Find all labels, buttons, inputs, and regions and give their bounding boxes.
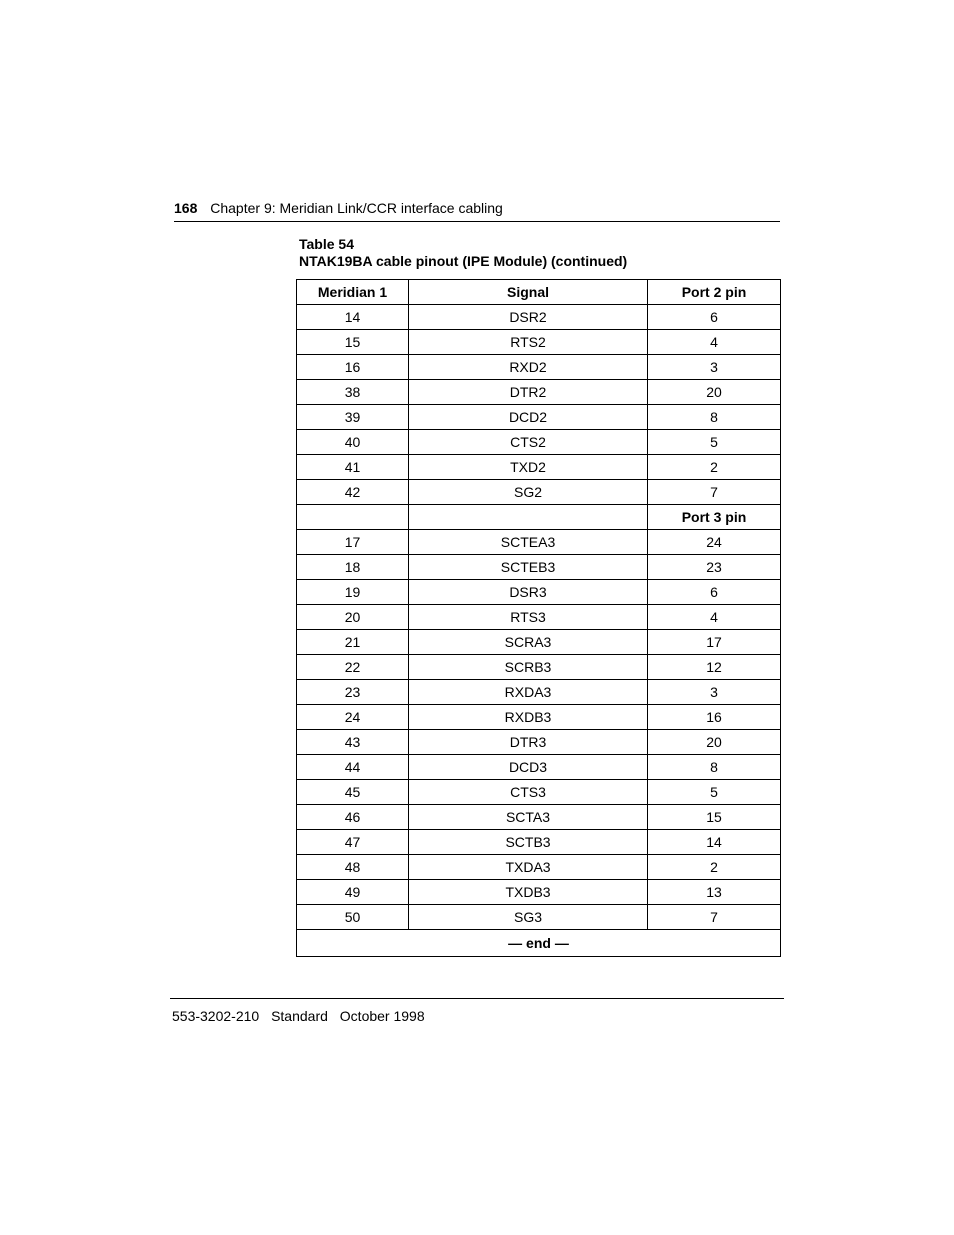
- port-pin-cell: 20: [648, 730, 781, 755]
- signal-cell: RTS3: [409, 605, 648, 630]
- end-row: [297, 930, 781, 957]
- port-pin-cell: 12: [648, 655, 781, 680]
- port-pin-cell: 17: [648, 630, 781, 655]
- meridian-pin-cell: 47: [297, 830, 409, 855]
- table-row: [297, 555, 781, 580]
- table-row: [297, 330, 781, 355]
- meridian-pin-cell: 44: [297, 755, 409, 780]
- blank-cell: [409, 505, 648, 530]
- table-row: [297, 730, 781, 755]
- table-header-row: [297, 280, 781, 305]
- port-pin-cell: 3: [648, 680, 781, 705]
- meridian-pin-cell: 24: [297, 705, 409, 730]
- meridian-pin-cell: 48: [297, 855, 409, 880]
- signal-cell: RXDA3: [409, 680, 648, 705]
- port-pin-cell: 14: [648, 830, 781, 855]
- port-pin-cell: 8: [648, 405, 781, 430]
- meridian-pin-cell: 49: [297, 880, 409, 905]
- blank-cell: [297, 505, 409, 530]
- signal-cell: SCRA3: [409, 630, 648, 655]
- table-row: [297, 605, 781, 630]
- port3-pin-heading: Port 3 pin: [648, 505, 781, 530]
- port3-rows: [297, 530, 781, 930]
- table-row: [297, 755, 781, 780]
- signal-cell: DTR2: [409, 380, 648, 405]
- signal-cell: SCTB3: [409, 830, 648, 855]
- signal-cell: SCRB3: [409, 655, 648, 680]
- signal-cell: SCTA3: [409, 805, 648, 830]
- pinout-table: [296, 279, 781, 957]
- table-row: [297, 580, 781, 605]
- document-number: 553-3202-210: [172, 1008, 260, 1024]
- meridian-pin-cell: 17: [297, 530, 409, 555]
- page-header: [174, 199, 780, 217]
- meridian-pin-cell: 14: [297, 305, 409, 330]
- table-row: [297, 830, 781, 855]
- table-row: [297, 705, 781, 730]
- table-row: [297, 455, 781, 480]
- port-pin-cell: 2: [648, 855, 781, 880]
- signal-cell: CTS2: [409, 430, 648, 455]
- column-header-port2-pin: Port 2 pin: [648, 280, 781, 305]
- table-caption: [299, 236, 627, 270]
- port-pin-cell: 8: [648, 755, 781, 780]
- port-pin-cell: 7: [648, 480, 781, 505]
- port-pin-cell: 5: [648, 430, 781, 455]
- table-row: [297, 405, 781, 430]
- document-status: Standard: [271, 1008, 328, 1024]
- column-header-signal: Signal: [409, 280, 648, 305]
- meridian-pin-cell: 39: [297, 405, 409, 430]
- table-row: [297, 355, 781, 380]
- port-pin-cell: 16: [648, 705, 781, 730]
- signal-cell: DSR3: [409, 580, 648, 605]
- table-row: [297, 305, 781, 330]
- port-pin-cell: 24: [648, 530, 781, 555]
- signal-cell: DCD3: [409, 755, 648, 780]
- meridian-pin-cell: 21: [297, 630, 409, 655]
- signal-cell: DTR3: [409, 730, 648, 755]
- page-footer: [172, 1007, 433, 1025]
- signal-cell: SCTEA3: [409, 530, 648, 555]
- port-pin-cell: 3: [648, 355, 781, 380]
- table-row: [297, 905, 781, 930]
- page-number: 168: [174, 200, 198, 216]
- table-row: [297, 655, 781, 680]
- table-row: [297, 530, 781, 555]
- meridian-pin-cell: 19: [297, 580, 409, 605]
- signal-cell: DSR2: [409, 305, 648, 330]
- port-pin-cell: 6: [648, 580, 781, 605]
- signal-cell: RXD2: [409, 355, 648, 380]
- meridian-pin-cell: 43: [297, 730, 409, 755]
- signal-cell: TXDB3: [409, 880, 648, 905]
- meridian-pin-cell: 40: [297, 430, 409, 455]
- signal-cell: RTS2: [409, 330, 648, 355]
- meridian-pin-cell: 16: [297, 355, 409, 380]
- table-row: [297, 380, 781, 405]
- footer-rule: [170, 998, 784, 999]
- chapter-title: Chapter 9: Meridian Link/CCR interface cabling: [210, 200, 503, 216]
- table-row: [297, 480, 781, 505]
- table-row: [297, 880, 781, 905]
- signal-cell: TXDA3: [409, 855, 648, 880]
- port-pin-cell: 5: [648, 780, 781, 805]
- signal-cell: SCTEB3: [409, 555, 648, 580]
- port-pin-cell: 23: [648, 555, 781, 580]
- table-title: NTAK19BA cable pinout (IPE Module) (continued): [299, 253, 628, 269]
- meridian-pin-cell: 23: [297, 680, 409, 705]
- port-pin-cell: 4: [648, 330, 781, 355]
- port-pin-cell: 7: [648, 905, 781, 930]
- port-pin-cell: 15: [648, 805, 781, 830]
- end-label: — end —: [297, 930, 781, 957]
- signal-cell: CTS3: [409, 780, 648, 805]
- document-date: October 1998: [339, 1008, 425, 1024]
- table-row: [297, 430, 781, 455]
- signal-cell: SG3: [409, 905, 648, 930]
- column-header-meridian: Meridian 1: [297, 280, 409, 305]
- table-row: [297, 780, 781, 805]
- meridian-pin-cell: 22: [297, 655, 409, 680]
- port-pin-cell: 4: [648, 605, 781, 630]
- table-row: [297, 805, 781, 830]
- meridian-pin-cell: 38: [297, 380, 409, 405]
- port-pin-cell: 2: [648, 455, 781, 480]
- table-row: [297, 680, 781, 705]
- meridian-pin-cell: 41: [297, 455, 409, 480]
- table-row: [297, 855, 781, 880]
- meridian-pin-cell: 46: [297, 805, 409, 830]
- port2-rows: [297, 305, 781, 505]
- port3-subheader-row: [297, 505, 781, 530]
- signal-cell: DCD2: [409, 405, 648, 430]
- signal-cell: TXD2: [409, 455, 648, 480]
- port-pin-cell: 20: [648, 380, 781, 405]
- port-pin-cell: 13: [648, 880, 781, 905]
- meridian-pin-cell: 50: [297, 905, 409, 930]
- signal-cell: RXDB3: [409, 705, 648, 730]
- table-label: Table 54: [299, 236, 354, 252]
- meridian-pin-cell: 20: [297, 605, 409, 630]
- meridian-pin-cell: 18: [297, 555, 409, 580]
- table-row: [297, 630, 781, 655]
- meridian-pin-cell: 42: [297, 480, 409, 505]
- header-rule: [174, 221, 780, 222]
- port-pin-cell: 6: [648, 305, 781, 330]
- signal-cell: SG2: [409, 480, 648, 505]
- meridian-pin-cell: 15: [297, 330, 409, 355]
- meridian-pin-cell: 45: [297, 780, 409, 805]
